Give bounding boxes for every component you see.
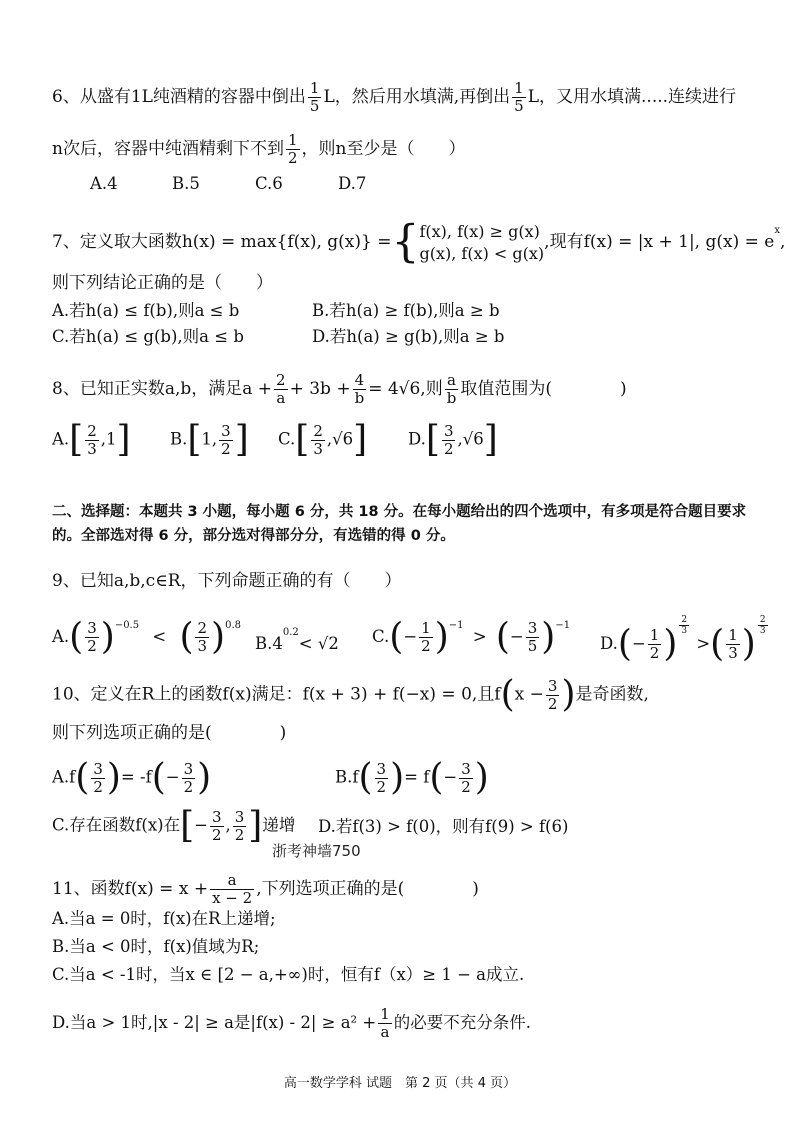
frac-denominator: 2 [547, 694, 558, 713]
option-first: 1, [201, 429, 218, 449]
bracket-left: [ [425, 419, 440, 460]
paren-right: ) [741, 623, 756, 665]
q6-option-a: A.4 [90, 174, 118, 193]
piecewise-cases [419, 221, 544, 265]
option-label: D. [408, 429, 426, 449]
frac-denominator: 2 [211, 825, 222, 844]
paren-left: ( [500, 674, 515, 715]
frac-numerator: 4 [353, 372, 367, 390]
frac-denominator: x − 2 [212, 889, 253, 907]
option-text: B.4 [255, 634, 283, 653]
q6-text-3: L，又用水填满.....连续进行 [527, 87, 737, 107]
question-11-line-1 [52, 872, 479, 907]
option-rest: ,√6 [326, 429, 354, 449]
case-2: g(x), f(x) < g(x) [419, 243, 545, 263]
exponent: 0.2 [282, 627, 299, 638]
option-label: B.f [335, 767, 359, 787]
option-frac [219, 423, 233, 458]
frac-numerator: 2 [87, 421, 97, 440]
frac-denominator: 5 [527, 637, 538, 655]
question-8-line-1 [52, 372, 627, 407]
frac-numerator: 2 [197, 619, 208, 637]
question-7-line-2: 则下列结论正确的是（ ） [52, 273, 273, 293]
q9-option-d: D.(− $\frac{1}{2}$ ) $\frac{2}{3}$ >( $\frac{1}{3}$ ) $\frac{2}{3}$ [600, 615, 766, 665]
q7-option-d: D.若h(a) ≥ g(b),则a ≥ b [312, 327, 505, 346]
option-frac [442, 423, 456, 458]
paren-right: ) [434, 616, 449, 658]
frac-numerator: 3 [93, 759, 103, 778]
watermark-text: 浙考神墙750 [272, 842, 361, 860]
bracket-right: ] [116, 419, 131, 460]
option-frac [195, 620, 209, 655]
paren-right: ) [663, 623, 678, 665]
q7-tail-end: , [779, 232, 786, 252]
frac-denominator: a [276, 389, 286, 407]
frac-numerator: 1 [514, 79, 524, 97]
q6-text-1: 6、从盛有1L纯酒精的容器中倒出 [52, 87, 306, 107]
option-text: D.当a > 1时,|x - 2| ≥ a是|f(x) - 2| ≥ a² + [52, 1013, 377, 1032]
q11-option-b: B.当a < 0时，f(x)值域为R; [52, 937, 260, 956]
paren-right: ) [390, 757, 405, 798]
q8-eq: = 4√6,则 [368, 379, 443, 399]
paren-right: ) [106, 757, 121, 798]
paren-left: ( [358, 757, 373, 798]
frac-denominator: 2 [183, 777, 194, 796]
q8-mid: + 3b + [289, 379, 351, 399]
q7-tail: ,现有f(x) = |x + 1|, g(x) = e [544, 232, 775, 252]
frac-denominator: 2 [221, 439, 231, 458]
q11-option-d [52, 1006, 531, 1041]
frac-denominator: 3 [197, 637, 208, 655]
option-frac [233, 809, 247, 844]
option-frac [85, 423, 99, 458]
frac-denominator: 2 [376, 777, 387, 796]
option-label: A.f [52, 767, 76, 787]
frac-numerator: 3 [183, 759, 194, 778]
frac-numerator: 1 [728, 626, 738, 644]
operator: > [696, 634, 711, 653]
question-6-line-1 [52, 80, 736, 115]
option-label: B. [170, 429, 188, 449]
q6-option-c: C.6 [255, 174, 283, 193]
q7-option-c: C.若h(a) ≤ g(b),则a ≤ b [52, 327, 244, 346]
q10-option-c: C.存在函数f(x)在[− $\frac{3}{2}$ , $\frac{3}{2}$ ]递增 [52, 805, 296, 846]
q6-text-5: ，则n至少是（ ） [301, 139, 466, 159]
question-6-line-2 [52, 132, 465, 167]
frac-numerator: 1 [309, 79, 320, 97]
q10-frac [546, 678, 560, 713]
q8-frac-1 [274, 372, 288, 407]
fraction-one-fifth-2 [512, 80, 526, 115]
q6-text-2: L，然后用水填满,再倒出 [323, 87, 511, 107]
q10-tail: 是奇函数, [575, 684, 649, 705]
frac-denominator: 3 [681, 626, 688, 636]
frac-denominator: b [354, 389, 365, 407]
frac-denominator: 2 [421, 637, 431, 655]
frac-numerator: 1 [380, 1005, 390, 1023]
exponent-frac [679, 615, 689, 636]
question-9-lead: 9、已知a,b,c∈R，下列命题正确的有（ ） [52, 571, 402, 591]
option-frac [419, 620, 433, 655]
frac-numerator: 3 [211, 807, 222, 826]
paren-right: ) [211, 616, 226, 658]
q11-frac [210, 872, 254, 907]
q7-lead: 7、定义取大函数h(x) = max{f(x), g(x)} = [52, 232, 392, 252]
frac-denominator: 2 [461, 777, 471, 796]
exponent: −1 [555, 620, 571, 631]
frac-denominator: 3 [728, 644, 738, 662]
frac-denominator: 2 [87, 637, 97, 655]
paren-right: ) [474, 757, 489, 798]
bracket-right: ] [248, 805, 263, 846]
frac-numerator: 2 [276, 371, 286, 389]
paren-left: ( [710, 623, 725, 665]
option-frac [648, 627, 662, 662]
frac-denominator: 5 [309, 97, 320, 115]
option-label: C. [372, 627, 390, 646]
q6-text-4: n次后，容器中纯酒精剩下不到 [52, 139, 284, 159]
exponent: −0.5 [114, 620, 140, 631]
option-frac [85, 620, 99, 655]
frac-numerator: 3 [527, 619, 538, 637]
operator: < [152, 627, 167, 646]
frac-denominator: 2 [93, 777, 103, 796]
frac-numerator: a [210, 872, 254, 890]
exponent: −1 [448, 620, 464, 631]
q7-option-b: B.若h(a) ≥ f(b),则a ≥ b [312, 301, 500, 320]
operator: > [472, 627, 487, 646]
q9-option-b [255, 622, 339, 655]
q8-option-a [52, 419, 131, 460]
frac-denominator: b [446, 389, 457, 407]
paren-left: ( [617, 623, 632, 665]
frac-denominator: 2 [649, 644, 660, 662]
brace-symbol: { [391, 216, 420, 268]
frac-numerator: 3 [547, 676, 558, 695]
q9-option-c: C.(− $\frac{1}{2}$ )$^{-1}$ > (− $\frac{3}{5}$ )$^{-1}$ [372, 616, 571, 658]
q10-lead: 10、定义在R上的函数f(x)满足：f(x + 3) + f(−x) = 0,且f [52, 684, 501, 705]
frac-numerator: a [445, 372, 459, 390]
option-label: A. [52, 429, 70, 449]
frac-denominator: 2 [443, 439, 454, 458]
option-rest: ,1 [100, 429, 117, 449]
option-label: A. [52, 627, 70, 646]
q8-lead: 8、已知正实数a,b，满足a + [52, 379, 273, 399]
option-mid: = -f [120, 767, 152, 787]
q10-option-b: B.f( $\frac{3}{2}$ )= f(− $\frac{3}{2}$ ) [335, 757, 489, 798]
option-frac [459, 761, 473, 796]
paren-left: ( [389, 616, 404, 658]
fraction-one-fifth [308, 80, 322, 115]
bracket-right: ] [234, 419, 249, 460]
exponent-frac [758, 615, 768, 636]
option-label: C. [278, 429, 296, 449]
q8-tail: 取值范围为( ) [460, 379, 627, 399]
q8-option-c [278, 419, 368, 460]
option-frac [726, 627, 740, 662]
option-frac [378, 1006, 392, 1041]
option-label: D. [600, 634, 618, 653]
q11-lead: 11、函数f(x) = x + [52, 879, 209, 899]
frac-denominator: 3 [87, 439, 97, 458]
paren-left: ( [179, 616, 194, 658]
q11-tail: ,下列选项正确的是( ) [256, 879, 479, 899]
bracket-right: ] [483, 419, 498, 460]
q11-option-a: A.当a = 0时，f(x)在R上递增; [52, 909, 276, 928]
frac-denominator: 5 [514, 97, 524, 115]
option-tail: 递增 [262, 815, 296, 835]
option-frac [375, 761, 389, 796]
q8-frac-3 [445, 372, 459, 407]
frac-denominator: 2 [287, 149, 298, 167]
paren-left: ( [151, 757, 166, 798]
frac-denominator: 3 [759, 626, 766, 636]
page-footer: 高一数学学科 试题 第 2 页（共 4 页） [283, 1076, 517, 1091]
frac-numerator: 3 [87, 619, 97, 637]
q10-option-d: D.若f(3) > f(0)，则有f(9) > f(6) [318, 817, 569, 836]
frac-denominator: 3 [313, 439, 323, 458]
q10-option-a: A.f( $\frac{3}{2}$ )= -f(− $\frac{3}{2}$ ) [52, 757, 212, 798]
q11-option-c: C.当a < -1时，当x ∈ [2 − a,+∞)时，恒有f（x）≥ 1 − a成立. [52, 965, 525, 984]
exponent: 0.8 [225, 620, 241, 631]
bracket-right: ] [353, 419, 368, 460]
question-10-line-1 [52, 674, 649, 715]
q8-option-b [170, 419, 249, 460]
paren-right: ) [541, 616, 556, 658]
q6-option-d: D.7 [338, 174, 367, 193]
bracket-left: [ [69, 419, 84, 460]
question-10-line-2: 则下列选项正确的是( ) [52, 723, 287, 743]
q8-option-d [408, 419, 498, 460]
q9-option-a [52, 615, 241, 656]
frac-numerator: 3 [376, 759, 387, 778]
frac-numerator: 1 [421, 619, 431, 637]
frac-numerator: 3 [461, 759, 471, 778]
bracket-left: [ [180, 805, 195, 846]
frac-denominator: a [380, 1023, 390, 1041]
paren-left: ( [495, 616, 510, 658]
option-frac [526, 620, 540, 655]
paren-right: ) [197, 757, 212, 798]
fraction-one-half [286, 132, 300, 167]
paren-right: ) [561, 674, 576, 715]
option-rest: ,√6 [457, 429, 484, 449]
option-frac [182, 761, 196, 796]
option-frac [311, 423, 325, 458]
frac-numerator: 2 [759, 615, 766, 625]
case-1: f(x), f(x) ≥ g(x) [419, 221, 540, 241]
paren-left: ( [69, 616, 84, 658]
q6-option-b: B.5 [172, 174, 200, 193]
paren-left: ( [75, 757, 90, 798]
paren-right: ) [100, 616, 115, 658]
option-frac [91, 761, 105, 796]
frac-numerator: 2 [681, 615, 688, 625]
q8-frac-2 [353, 372, 367, 407]
option-rest: < √2 [298, 634, 339, 653]
frac-denominator: 2 [234, 825, 245, 844]
frac-numerator: 2 [313, 421, 323, 440]
frac-numerator: 3 [234, 807, 245, 826]
bracket-left: [ [187, 419, 202, 460]
frac-numerator: 1 [287, 131, 298, 149]
frac-numerator: 1 [649, 626, 660, 644]
paren-left: ( [429, 757, 444, 798]
bracket-left: [ [295, 419, 310, 460]
q7-option-a: A.若h(a) ≤ f(b),则a ≤ b [52, 301, 240, 320]
option-tail: 的必要不充分条件. [393, 1013, 532, 1032]
section-2-instructions: 二、选择题：本题共 3 小题，每小题 6 分，共 18 分。在每小题给出的四个选项中，有多项是符合题目要求的。全部选对得 6 分，部分选对得部分分，有选错的得 0 分。 [52, 504, 747, 544]
question-7-line-1 [52, 216, 786, 268]
option-text: C.存在函数f(x)在 [52, 815, 181, 835]
q7-exponent: x [774, 225, 780, 236]
q10-arg: x − [514, 684, 544, 705]
option-frac [210, 809, 224, 844]
option-mid: = f [404, 767, 430, 787]
frac-numerator: 3 [443, 421, 454, 440]
frac-numerator: 3 [221, 421, 231, 440]
